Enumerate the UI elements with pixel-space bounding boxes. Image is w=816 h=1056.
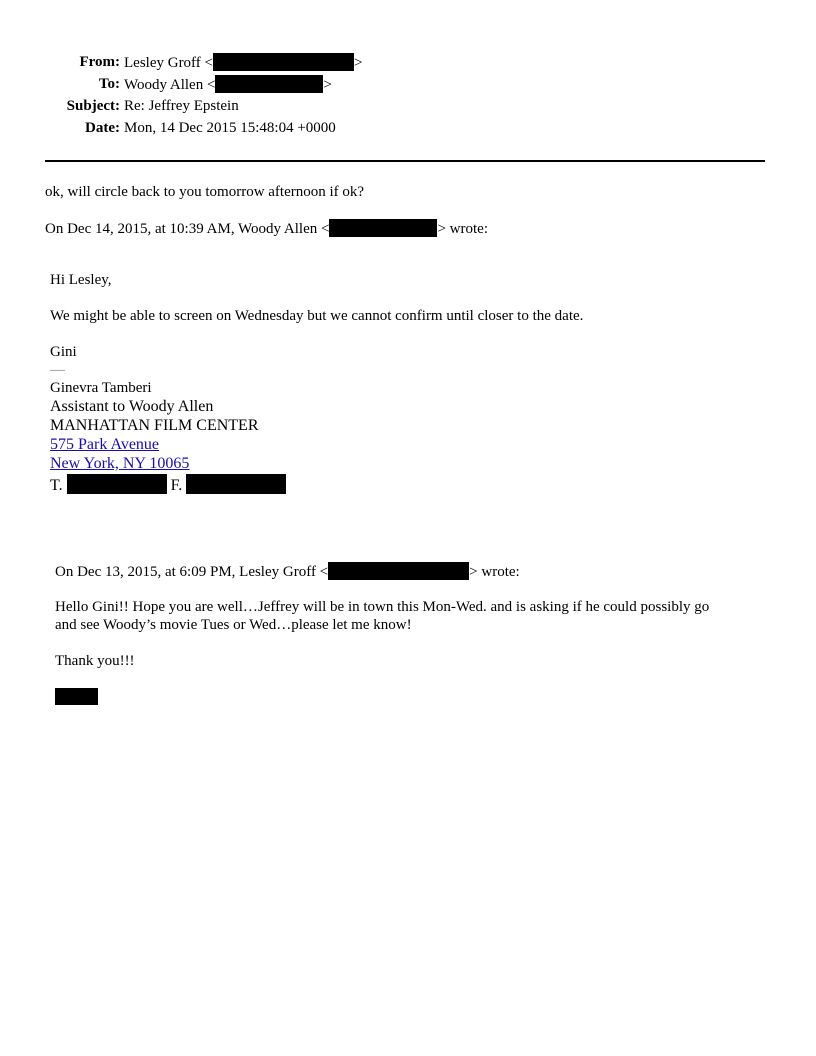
- redaction-block: [186, 474, 286, 494]
- quote2-intro-post: > wrote:: [469, 564, 520, 580]
- redaction-block: [213, 53, 354, 71]
- quote2-intro-pre: On Dec 13, 2015, at 6:09 PM, Lesley Groff <: [55, 564, 329, 580]
- from-close: >: [354, 55, 363, 71]
- header-divider: [45, 160, 765, 162]
- subject-label: Subject:: [66, 98, 120, 114]
- signature-company: MANHATTAN FILM CENTER: [50, 417, 259, 434]
- greeting: Hi Lesley,: [50, 272, 112, 288]
- to-row: [0, 75, 816, 95]
- to-close: >: [323, 77, 332, 93]
- subject-row: [0, 97, 816, 117]
- signature-dash: —: [50, 362, 65, 378]
- to-name: Woody Allen <: [124, 77, 216, 93]
- date-value: Mon, 14 Dec 2015 15:48:04 +0000: [124, 120, 336, 136]
- redaction-block-signature: [55, 688, 98, 705]
- from-row: [0, 53, 816, 73]
- redaction-block: [67, 474, 167, 494]
- fax-label: F.: [170, 477, 183, 494]
- quote1-intro: [45, 219, 488, 238]
- phone-label: T.: [50, 477, 63, 494]
- redaction-block: [215, 75, 323, 93]
- signature-name: Ginevra Tamberi: [50, 380, 152, 396]
- quote1-intro-post: > wrote:: [437, 221, 488, 237]
- to-label: To:: [98, 76, 120, 92]
- quote2-line-1: Hello Gini!! Hope you are well…Jeffrey will be in town this Mon-Wed. and is asking if he could possibly go: [55, 599, 710, 615]
- redaction-block: [328, 562, 469, 580]
- quote2-line-2: and see Woody’s movie Tues or Wed…please let me know!: [55, 617, 412, 633]
- date-row: [0, 119, 816, 139]
- subject-value: Re: Jeffrey Epstein: [124, 98, 239, 114]
- from-value: [124, 53, 362, 72]
- quote1-intro-pre: On Dec 14, 2015, at 10:39 AM, Woody Allen <: [45, 221, 330, 237]
- quote2-intro: [55, 562, 520, 581]
- from-name: Lesley Groff <: [124, 55, 213, 71]
- signoff: Gini: [50, 344, 77, 360]
- thanks-line: Thank you!!!: [55, 653, 135, 669]
- from-label: From:: [79, 54, 120, 70]
- redaction-block: [329, 219, 437, 237]
- address-link-city[interactable]: New York, NY 10065: [50, 455, 190, 472]
- date-label: Date:: [85, 120, 120, 136]
- reply-line: ok, will circle back to you tomorrow afternoon if ok?: [45, 184, 365, 200]
- message: We might be able to screen on Wednesday but we cannot confirm until closer to the date.: [50, 308, 584, 324]
- to-value: [124, 75, 332, 94]
- signature-title: Assistant to Woody Allen: [50, 398, 214, 415]
- address-link-street[interactable]: 575 Park Avenue: [50, 436, 160, 453]
- signature-phone-fax: [50, 474, 286, 495]
